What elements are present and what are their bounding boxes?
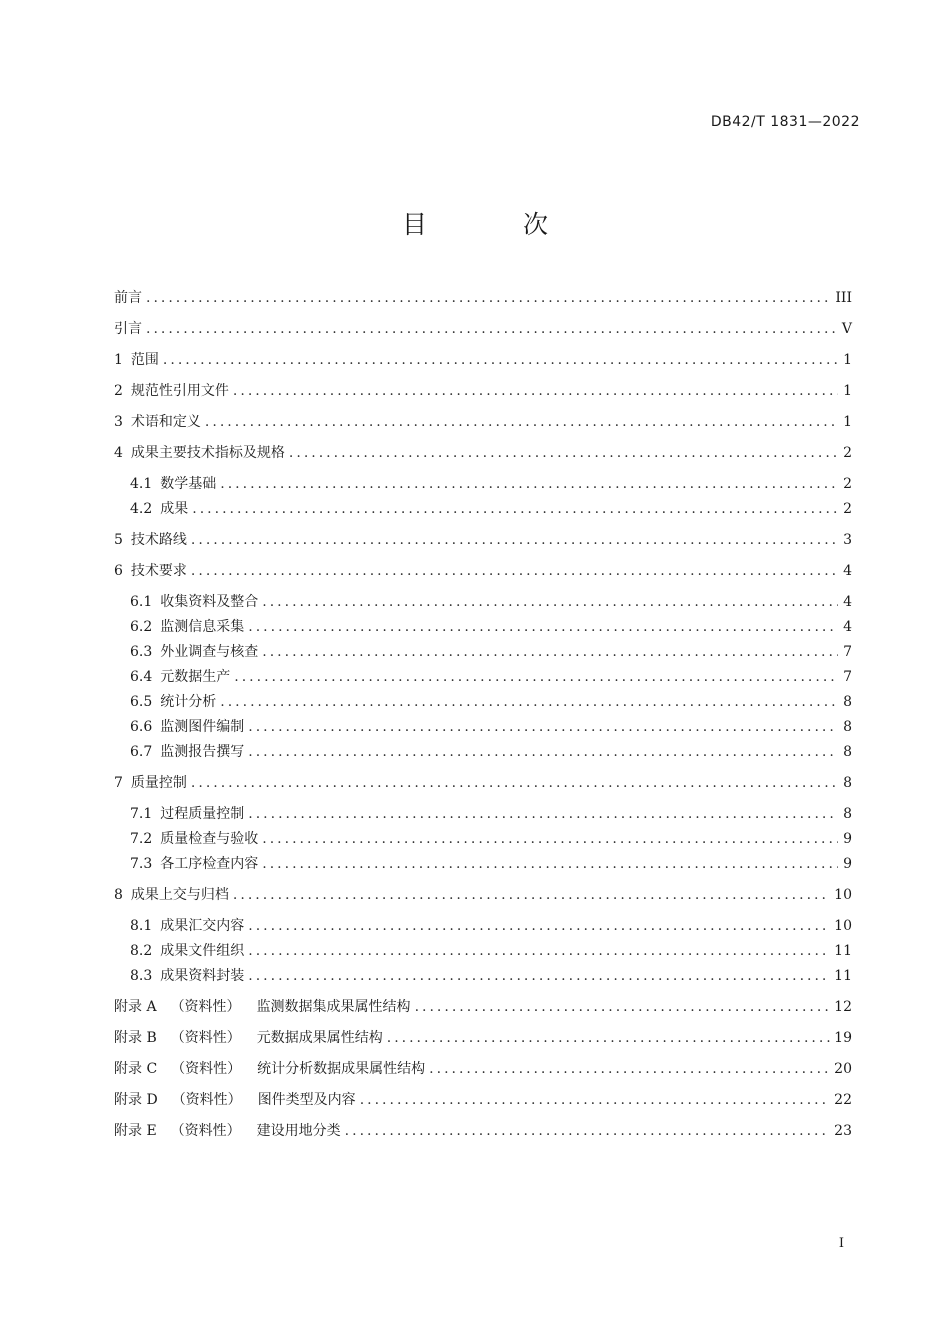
toc-entry-label: 规范性引用文件 <box>130 383 229 399</box>
toc-entry-6-1[interactable] <box>114 590 852 615</box>
toc-entry-foreword[interactable] <box>114 286 852 311</box>
toc-leader-dots <box>345 1119 831 1144</box>
toc-entry-number: 7.2 <box>130 831 153 847</box>
toc-entry-number: 8.1 <box>130 918 153 934</box>
toc-leader-dots <box>262 827 838 852</box>
toc-entry-8-2[interactable] <box>114 939 852 964</box>
toc-entry-label: 成果上交与归档 <box>130 887 229 903</box>
toc-entry-7-1[interactable] <box>114 802 852 827</box>
toc-entry-label: 成果文件组织 <box>160 943 245 959</box>
toc-entry-label: 质量检查与验收 <box>160 831 259 847</box>
toc-entry-label: 成果 <box>160 501 189 517</box>
toc-entry-number: 6.1 <box>130 594 153 610</box>
toc-entry-6-6[interactable] <box>114 715 852 740</box>
toc-leader-dots <box>387 1026 830 1051</box>
toc-entry-number: 附录 E <box>114 1123 157 1139</box>
toc-annex-type: （资料性） <box>170 1123 241 1139</box>
toc-entry-number: 附录 C <box>114 1061 158 1077</box>
toc-entry-6-2[interactable] <box>114 615 852 640</box>
toc-page-number: 1 <box>843 414 852 430</box>
toc-entry-label: 成果资料封装 <box>160 968 245 984</box>
toc-entry-label: 图件类型及内容 <box>257 1092 356 1108</box>
toc-entry-label: 监测信息采集 <box>160 619 245 635</box>
toc-leader-dots <box>233 883 830 908</box>
toc-annex-type: （资料性） <box>170 999 241 1015</box>
toc-entry-label: 术语和定义 <box>130 414 201 430</box>
toc-leader-dots <box>248 964 830 989</box>
toc-entry-label: 成果主要技术指标及规格 <box>130 445 285 461</box>
toc-entry-label: 质量控制 <box>130 775 187 791</box>
toc-entry-number: 6.5 <box>130 694 153 710</box>
toc-entry-6-7[interactable] <box>114 740 852 765</box>
toc-entry-number: 1 <box>114 352 123 368</box>
toc-leader-dots <box>234 665 838 690</box>
toc-entry-annex-d[interactable] <box>114 1088 852 1113</box>
toc-entry-annex-a[interactable] <box>114 995 852 1020</box>
toc-entry-number: 2 <box>114 383 123 399</box>
toc-page-number: 19 <box>834 1030 852 1046</box>
toc-page-number: 11 <box>834 968 852 984</box>
toc-entry-label: 各工序检查内容 <box>160 856 259 872</box>
toc-leader-dots <box>220 472 838 497</box>
toc-entry-7[interactable] <box>114 771 852 796</box>
toc-page-number: 8 <box>843 744 852 760</box>
toc-entry-5[interactable] <box>114 528 852 553</box>
toc-leader-dots <box>205 410 838 435</box>
toc-leader-dots <box>146 286 831 311</box>
document-code: DB42/T 1831—2022 <box>710 114 860 130</box>
toc-leader-dots <box>248 914 830 939</box>
toc-page-number: 8 <box>843 719 852 735</box>
toc-annex-type: （资料性） <box>171 1061 242 1077</box>
toc-entry-4-2[interactable] <box>114 497 852 522</box>
toc-entry-label: 监测图件编制 <box>160 719 245 735</box>
toc-entry-6-4[interactable] <box>114 665 852 690</box>
toc-entry-6-3[interactable] <box>114 640 852 665</box>
toc-leader-dots <box>248 715 838 740</box>
toc-leader-dots <box>163 348 838 373</box>
toc-entry-label: 统计分析数据成果属性结构 <box>257 1061 426 1077</box>
toc-page-number: 22 <box>834 1092 852 1108</box>
toc-page-number: 4 <box>843 563 852 579</box>
toc-page-number: 2 <box>843 501 852 517</box>
toc-entry-number: 5 <box>114 532 123 548</box>
toc-leader-dots <box>192 497 838 522</box>
toc-page-number: 8 <box>843 806 852 822</box>
toc-entry-label: 成果汇交内容 <box>160 918 245 934</box>
toc-entry-label: 监测报告撰写 <box>160 744 245 760</box>
toc-entry-introduction[interactable] <box>114 317 852 342</box>
toc-entry-label: 元数据生产 <box>160 669 231 685</box>
toc-entry-label: 数学基础 <box>160 476 217 492</box>
toc-entry-number: 4 <box>114 445 123 461</box>
toc-annex-type: （资料性） <box>171 1092 242 1108</box>
toc-leader-dots <box>262 640 838 665</box>
toc-entry-8-1[interactable] <box>114 914 852 939</box>
toc-entry-8[interactable] <box>114 883 852 908</box>
toc-leader-dots <box>248 615 838 640</box>
toc-entry-number: 8 <box>114 887 123 903</box>
toc-entry-label: 技术路线 <box>130 532 187 548</box>
toc-entry-label: 建设用地分类 <box>256 1123 341 1139</box>
toc-entry-number: 附录 D <box>114 1092 158 1108</box>
toc-entry-7-2[interactable] <box>114 827 852 852</box>
toc-page-number: 7 <box>843 644 852 660</box>
toc-page-number: 1 <box>843 383 852 399</box>
toc-page-number: 8 <box>843 775 852 791</box>
toc-page-number: 4 <box>843 619 852 635</box>
toc-entry-number: 6.3 <box>130 644 153 660</box>
toc-page-number: 23 <box>834 1123 852 1139</box>
toc-page-number: 1 <box>843 352 852 368</box>
toc-leader-dots <box>233 379 838 404</box>
toc-leader-dots <box>146 317 838 342</box>
toc-entry-label: 收集资料及整合 <box>160 594 259 610</box>
toc-leader-dots <box>248 802 838 827</box>
toc-leader-dots <box>360 1088 830 1113</box>
toc-page-number: 10 <box>834 887 852 903</box>
toc-entry-number: 7.3 <box>130 856 153 872</box>
toc-entry-6-5[interactable] <box>114 690 852 715</box>
toc-page-number: 8 <box>843 694 852 710</box>
toc-entry-number: 4.2 <box>130 501 153 517</box>
toc-leader-dots <box>191 559 838 584</box>
table-of-contents <box>114 286 852 1144</box>
toc-entry-label: 引言 <box>114 321 142 337</box>
toc-page-number: 11 <box>834 943 852 959</box>
toc-leader-dots <box>248 939 830 964</box>
toc-leader-dots <box>262 590 838 615</box>
toc-entry-number: 6.6 <box>130 719 153 735</box>
toc-entry-number: 8.2 <box>130 943 153 959</box>
toc-page-number: 20 <box>834 1061 852 1077</box>
toc-entry-annex-e[interactable] <box>114 1119 852 1144</box>
toc-page-number: 2 <box>843 445 852 461</box>
toc-entry-label: 范围 <box>130 352 159 368</box>
toc-entry-number: 6.7 <box>130 744 153 760</box>
toc-leader-dots <box>220 690 838 715</box>
toc-entry-annex-b[interactable] <box>114 1026 852 1051</box>
toc-entry-label: 前言 <box>114 290 142 306</box>
toc-entry-label: 元数据成果属性结构 <box>256 1030 383 1046</box>
toc-entry-number: 8.3 <box>130 968 153 984</box>
toc-entry-number: 6.2 <box>130 619 153 635</box>
toc-entry-4[interactable] <box>114 441 852 466</box>
toc-entry-4-1[interactable] <box>114 472 852 497</box>
toc-entry-number: 附录 A <box>114 999 157 1015</box>
toc-page-number: 9 <box>843 831 852 847</box>
toc-entry-6[interactable] <box>114 559 852 584</box>
toc-entry-label: 监测数据集成果属性结构 <box>256 999 411 1015</box>
toc-leader-dots <box>415 995 831 1020</box>
toc-entry-number: 7 <box>114 775 123 791</box>
toc-entry-3[interactable] <box>114 410 852 435</box>
toc-entry-number: 6.4 <box>130 669 153 685</box>
toc-leader-dots <box>289 441 838 466</box>
toc-entry-label: 外业调查与核查 <box>160 644 259 660</box>
toc-entry-8-3[interactable] <box>114 964 852 989</box>
toc-entry-label: 过程质量控制 <box>160 806 245 822</box>
toc-entry-label: 统计分析 <box>160 694 217 710</box>
toc-leader-dots <box>191 771 838 796</box>
page-number: I <box>838 1236 844 1251</box>
toc-page-number: 9 <box>843 856 852 872</box>
toc-entry-number: 3 <box>114 414 123 430</box>
toc-page-number: 10 <box>834 918 852 934</box>
toc-entry-number: 4.1 <box>130 476 153 492</box>
toc-entry-7-3[interactable] <box>114 852 852 877</box>
toc-page-number: 7 <box>843 669 852 685</box>
toc-entry-number: 6 <box>114 563 123 579</box>
toc-page-number: 3 <box>843 532 852 548</box>
toc-entry-2[interactable] <box>114 379 852 404</box>
toc-page-number: 4 <box>843 594 852 610</box>
toc-leader-dots <box>248 740 838 765</box>
toc-entry-1[interactable] <box>114 348 852 373</box>
toc-entry-label: 技术要求 <box>130 563 187 579</box>
toc-entry-number: 7.1 <box>130 806 153 822</box>
toc-page-number: 12 <box>834 999 852 1015</box>
page-title: 目 次 <box>402 210 592 239</box>
toc-leader-dots <box>262 852 838 877</box>
toc-entry-number: 附录 B <box>114 1030 157 1046</box>
toc-entry-annex-c[interactable] <box>114 1057 852 1082</box>
toc-page-number: III <box>835 290 852 306</box>
toc-annex-type: （资料性） <box>170 1030 241 1046</box>
toc-page-number: 2 <box>843 476 852 492</box>
toc-page-number: V <box>841 321 852 337</box>
toc-leader-dots <box>191 528 838 553</box>
toc-leader-dots <box>429 1057 830 1082</box>
